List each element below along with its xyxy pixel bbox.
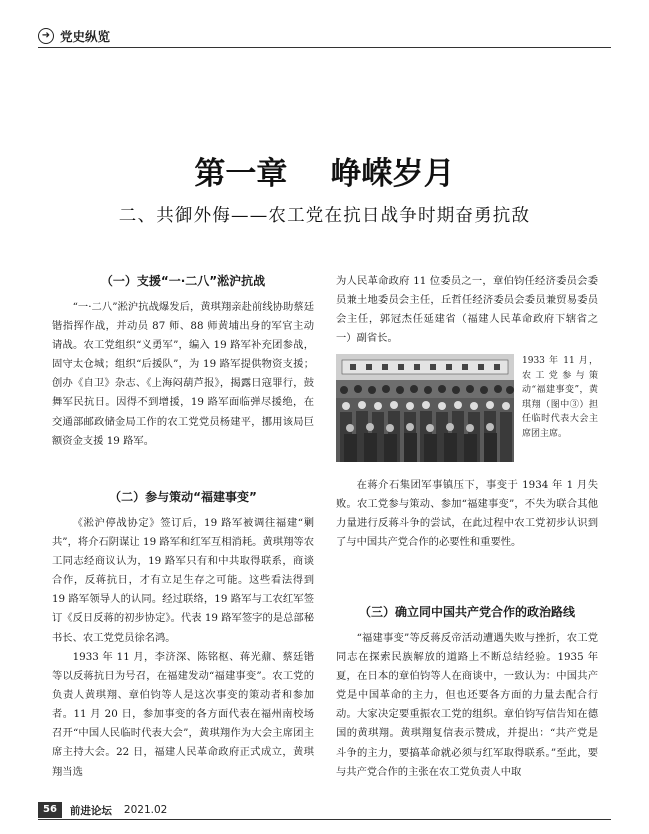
section-1-heading: （一）支援“一·二八”淞沪抗战 bbox=[100, 274, 266, 288]
section-2-paragraph-1: 《淞沪停战协定》签订后，19 路军被调往福建“剿共”，将介石阴谋让 19 路军和红军互相消耗。黄琪翔等农工同志经商议认为，19 路军只有和中共取得联系，商谈合作，反蒋抗日，才有立足生存之可能。这些看法得到 19 路军领导人的认同。经过联络，19 路军与工农红军签订《反日反蒋的初步协定》。代表 19 路军签字的是总部秘书长、农工党党员徐名鸿。 bbox=[52, 517, 314, 644]
issue-date: 2021.02 bbox=[123, 804, 168, 816]
chapter-title: 第一章 峥嵘岁月 bbox=[194, 156, 455, 192]
historical-figure bbox=[336, 354, 598, 464]
group-photo bbox=[336, 354, 514, 462]
section-1-paragraph: “一·二八”淞沪抗战爆发后，黄琪翔亲赴前线协助蔡廷锴指挥作战，并动员 87 师、88 师黄埔出身的军官主动请战。农工党组织“义勇军”，编入 19 路军补充团参战，固守太仓城；组织“后援队”，为 19 路军提供物资支援；创办《自卫》杂志、《上海闷葫芦报》，揭露日寇罪行，鼓舞军民抗日。因得不到增援，19 路军面临弹尽援绝，在交通部邮政储金局工作的农工党党员杨建平，挪用该局巨额资金支援 19 路军。 bbox=[52, 301, 314, 447]
left-column bbox=[52, 272, 314, 782]
page-header bbox=[38, 26, 110, 46]
section-2-paragraph-2: 1933 年 11 月，李济深、陈铭枢、蒋光鼐、蔡廷锴等以反蒋抗日为号召，在福建发动“福建事变”。农工党的负责人黄琪翔、章伯钧等人是这次事变的策动者和参加者。11 月 20 日，参加事变的各方面代表在福州南校场召开“中国人民临时代表大会”，黄琪翔作为大会主席团主席主持大会。22 日，福建人民革命政府正式成立，黄琪翔当选 bbox=[52, 651, 314, 778]
magazine-name: 前进论坛 bbox=[69, 804, 112, 817]
article-subtitle: 二、共御外侮——农工党在抗日战争时期奋勇抗敌 bbox=[118, 206, 531, 226]
section-2-closing: 在蒋介石集团军事镇压下，事变于 1934 年 1 月失败。农工党参与策动、参加“福建事变”，不失为联合其他力量进行反蒋斗争的尝试，在此过程中农工党初步认识到了与中国共产党合作的必要性和重要性。 bbox=[336, 479, 598, 549]
section-2-continuation: 为人民革命政府 11 位委员之一，章伯钧任经济委员会委员兼土地委员会主任，丘哲任经济委员会委员兼贸易委员会主任，郭冠杰任延建省（福建人民革命政府下辖省之一）副省长。 bbox=[336, 275, 598, 345]
page-number: 56 bbox=[38, 802, 62, 818]
photo-caption: 1933 年 11 月，农工党参与策动“福建事变”，黄琪翔（图中③）担任临时代表大会主席团主席。 bbox=[522, 356, 598, 439]
footer-divider bbox=[38, 819, 611, 820]
page-footer bbox=[38, 802, 167, 818]
right-column bbox=[336, 272, 598, 801]
header-divider bbox=[38, 47, 611, 48]
section-2-heading: （二）参与策动“福建事变” bbox=[109, 490, 257, 504]
section-label: 党史纵览 bbox=[60, 29, 111, 44]
section-3-paragraph: “福建事变”等反蒋反帝活动遭遇失败与挫折，农工党同志在探索民族解放的道路上不断总结经验。1935 年夏，在日本的章伯钧等人在商谈中，一致认为：中国共产党是中国革命的主力，但也还要各方面的力量去配合行动。大家决定要重振农工党的组织。章伯钧写信告知在德国的黄琪翔。黄琪翔复信表示赞成，并提出：“共产党是斗争的主力，要搞革命就必须与红军取得联系。”至此，要与共产党合作的主张在农工党负责人中取 bbox=[336, 632, 598, 778]
section-3-heading: （三）确立同中国共产党合作的政治路线 bbox=[358, 605, 575, 619]
circled-arrow-icon: ➜ bbox=[38, 28, 54, 44]
group-photo-drawing bbox=[336, 354, 514, 462]
